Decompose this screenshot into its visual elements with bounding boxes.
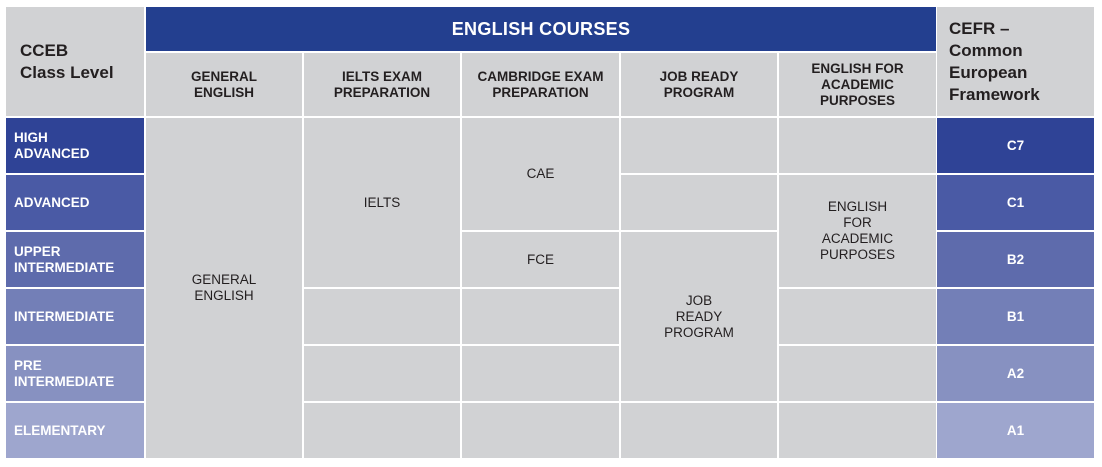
level-advanced: ADVANCED <box>6 175 144 230</box>
empty-cell <box>621 403 777 458</box>
cefr-a1: A1 <box>937 403 1094 458</box>
level-pre-intermediate: PRE INTERMEDIATE <box>6 346 144 401</box>
cefr-b2: B2 <box>937 232 1094 287</box>
course-ielts: IELTS <box>304 118 460 287</box>
empty-cell <box>462 346 619 401</box>
empty-cell <box>304 403 460 458</box>
level-intermediate: INTERMEDIATE <box>6 289 144 344</box>
empty-cell <box>621 118 777 173</box>
empty-cell <box>462 289 619 344</box>
course-cae: CAE <box>462 118 619 230</box>
empty-cell <box>779 403 936 458</box>
cefr-b1: B1 <box>937 289 1094 344</box>
level-elementary: ELEMENTARY <box>6 403 144 458</box>
empty-cell <box>304 289 460 344</box>
level-high-advanced: HIGH ADVANCED <box>6 118 144 173</box>
column-header-job-ready: JOB READY PROGRAM <box>621 53 777 116</box>
empty-cell <box>621 175 777 230</box>
column-header-eap: ENGLISH FOR ACADEMIC PURPOSES <box>779 53 936 116</box>
class-level-header: CCEB Class Level <box>6 7 144 116</box>
course-general-english: GENERAL ENGLISH <box>146 118 302 458</box>
cefr-c7: C7 <box>937 118 1094 173</box>
empty-cell <box>779 118 936 173</box>
column-header-ielts: IELTS EXAM PREPARATION <box>304 53 460 116</box>
column-header-cambridge: CAMBRIDGE EXAM PREPARATION <box>462 53 619 116</box>
english-courses-title: ENGLISH COURSES <box>146 7 936 51</box>
course-fce: FCE <box>462 232 619 287</box>
level-upper-intermediate: UPPER INTERMEDIATE <box>6 232 144 287</box>
column-header-general-english: GENERAL ENGLISH <box>146 53 302 116</box>
course-eap: ENGLISH FOR ACADEMIC PURPOSES <box>779 175 936 287</box>
empty-cell <box>779 289 936 344</box>
course-job-ready: JOB READY PROGRAM <box>621 232 777 401</box>
cefr-header: CEFR – Common European Framework <box>937 7 1094 116</box>
cefr-c1: C1 <box>937 175 1094 230</box>
empty-cell <box>779 346 936 401</box>
empty-cell <box>462 403 619 458</box>
empty-cell <box>304 346 460 401</box>
cefr-a2: A2 <box>937 346 1094 401</box>
